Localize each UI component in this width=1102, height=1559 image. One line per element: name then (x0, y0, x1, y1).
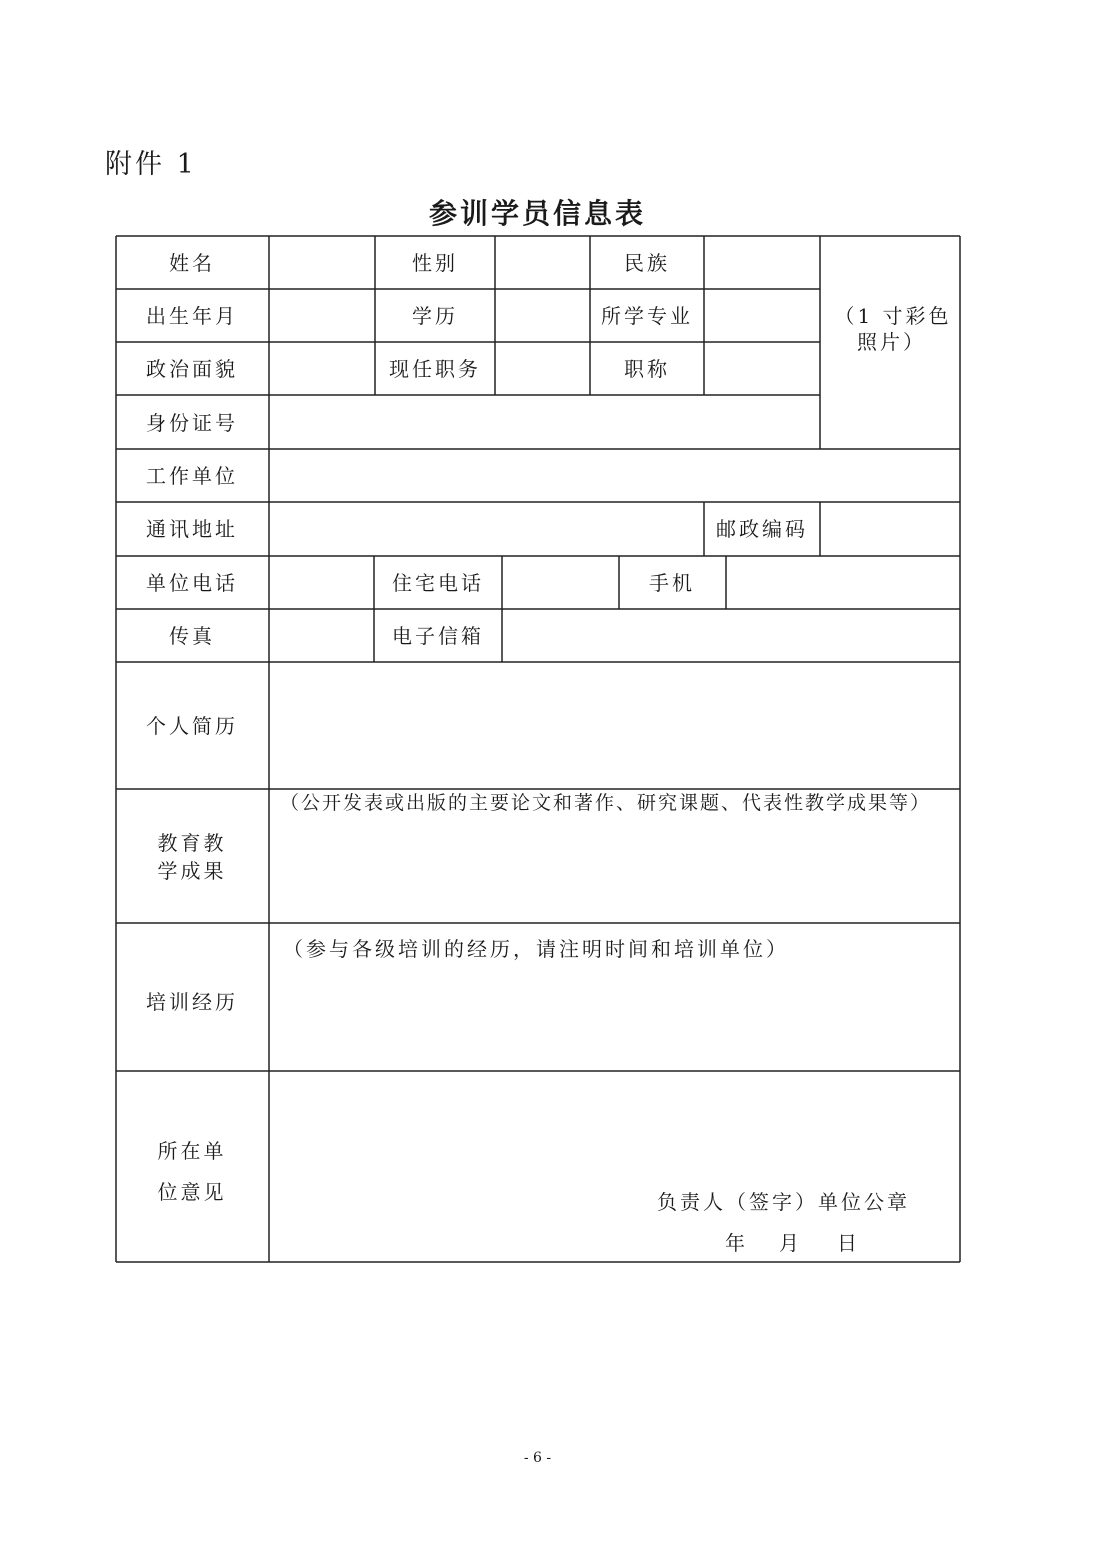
label-address: 通讯地址 (146, 517, 238, 541)
label-fax: 传真 (169, 624, 215, 648)
label-politics: 政治面貌 (146, 357, 238, 381)
label-title-rank: 职称 (624, 357, 670, 381)
label-education: 学历 (412, 304, 458, 328)
attachment-label: 附件 1 (105, 149, 197, 180)
label-office-phone: 单位电话 (146, 571, 238, 595)
label-mobile: 手机 (649, 571, 695, 595)
signature-line: 负责人（签字）单位公章 (657, 1190, 910, 1214)
date-year: 年 (725, 1231, 748, 1255)
label-major: 所学专业 (601, 304, 693, 328)
label-achievements-line2: 学成果 (157, 859, 227, 883)
label-ethnicity: 民族 (624, 251, 670, 275)
label-resume: 个人简历 (146, 714, 238, 738)
date-day: 日 (837, 1231, 860, 1255)
label-birth: 出生年月 (146, 304, 238, 328)
label-id-number: 身份证号 (146, 411, 238, 435)
label-workplace: 工作单位 (146, 464, 238, 488)
photo-note-line2: 照片） (857, 330, 926, 354)
training-hint: （参与各级培训的经历，请注明时间和培训单位） (283, 937, 789, 961)
achievements-hint: （公开发表或出版的主要论文和著作、研究课题、代表性教学成果等） (280, 792, 932, 814)
label-name: 姓名 (169, 251, 215, 275)
page-number: - 6 - (523, 1450, 552, 1466)
label-postcode: 邮政编码 (716, 517, 808, 541)
label-opinion-line2: 位意见 (157, 1180, 227, 1204)
label-opinion-line1: 所在单 (157, 1139, 227, 1163)
label-gender: 性别 (412, 251, 458, 275)
label-email: 电子信箱 (392, 624, 484, 648)
date-month: 月 (779, 1231, 802, 1255)
photo-note-line1: （1 寸彩色 (834, 304, 952, 328)
form-title: 参训学员信息表 (428, 197, 646, 230)
label-training: 培训经历 (146, 990, 238, 1014)
label-achievements-line1: 教育教 (157, 831, 227, 855)
label-home-phone: 住宅电话 (392, 571, 484, 595)
label-position: 现任职务 (389, 357, 481, 381)
